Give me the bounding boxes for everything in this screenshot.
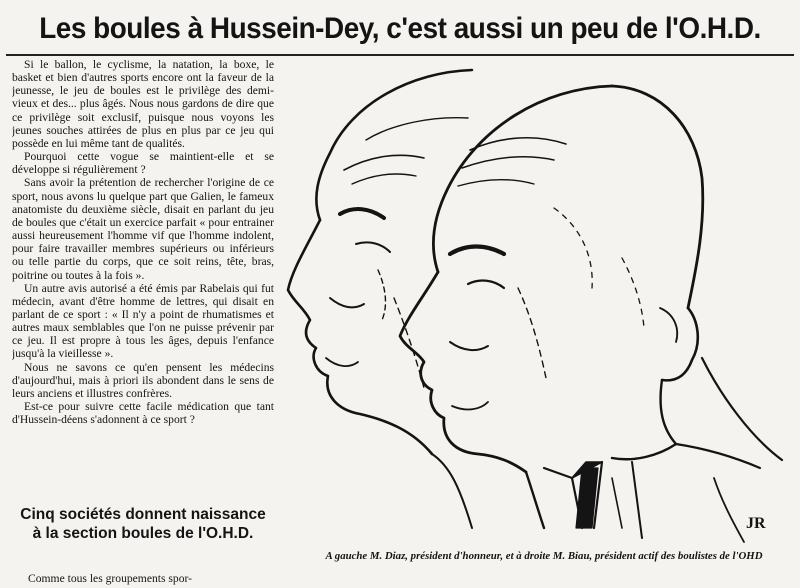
paragraph-2: Pourquoi cette vogue se maintient-elle et se développe si régulièrement ?: [12, 150, 274, 177]
headline: Les boules à Hussein-Dey, c'est aussi un peu de l'O.H.D.: [39, 12, 761, 45]
article-column: [12, 58, 274, 498]
portrait-illustration: [282, 58, 800, 548]
right-man-drawing: [400, 86, 782, 542]
paragraph-5: Nous ne savons ce qu'en pensent les médecins d'aujourd'hui, mais à priori ils abondent dans le sens de leurs anciens et illustres confrères.: [12, 360, 274, 400]
artist-signature: JR: [746, 515, 766, 532]
illustration-caption: A gauche M. Diaz, président d'honneur, et à droite M. Biau, président actif des boulistes de l'OHD: [325, 550, 763, 562]
headline-rule: [6, 54, 794, 56]
left-man-drawing: [288, 70, 472, 528]
subheading: Cinq sociétés donnent naissance à la section boules de l'O.H.D.: [20, 506, 266, 542]
continuation-line: Comme tous les groupements spor-: [28, 572, 192, 585]
paragraph-4: Un autre avis autorisé a été émis par Rabelais qui fut médecin, avant d'être homme de lettres, qui disait en parlant de ce sport : « Il n'y a point de rhumatismes et autres maux semblables que l'on ne puisse prévenir par ce jeu. Il est propre à tous les âges, depuis l'enfance jusqu'à la vieillesse ».: [12, 281, 274, 361]
paragraph-3: Sans avoir la prétention de rechercher l'origine de ce sport, nous avons lu quelque part que Galien, le fameux anatomiste du deuxième siècle, disait en parlant du jeu de boules que c'était un exercice parfait « pour entrainer aussi heureusement l'homme vif que l'homme indolent, pour faire travailler membres supérieurs ou inférieurs ou telle partie du corps, que ce soit reins, tête, bras, poitrine ou toutes à la fois ».: [12, 176, 274, 282]
paragraph-6: Est-ce pour suivre cette facile médication que tant d'Hussein-déens s'adonnent à ce sport ?: [12, 400, 274, 427]
paragraph-1: Si le ballon, le cyclisme, la natation, la boxe, le basket et bien d'autres sports encore ont la faveur de la jeunesse, le jeu de boules est le privilège des demi-vieux et des... plus âgés. Nous nous gardons de dire que ce privilège soit exclusif, puisque nous voyons les jeunes souches attirées de plus en plus par ce jeu qui possède en lui même tant de qualités.: [12, 58, 274, 150]
